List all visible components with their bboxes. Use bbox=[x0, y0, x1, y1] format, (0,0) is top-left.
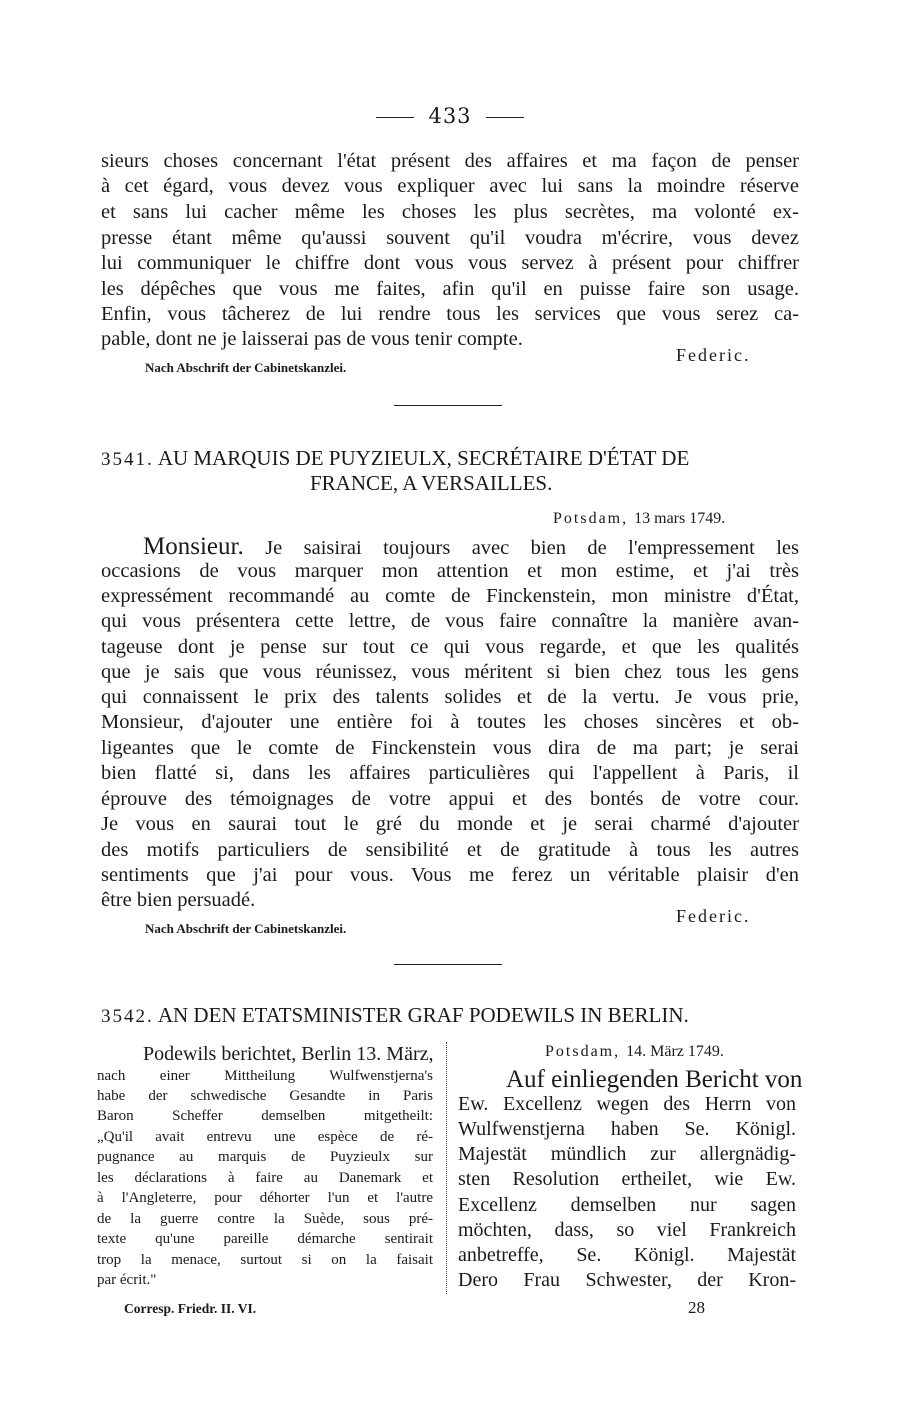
continuation-line: lui communiquer le chiffre dont vous vous servez à présent pour chiffrer bbox=[101, 252, 799, 274]
page-number-text: 433 bbox=[428, 104, 472, 128]
note-line: de la guerre contre la Suède, sous pré- bbox=[97, 1211, 433, 1227]
letter-body-line: être bien persuadé. bbox=[101, 889, 256, 911]
continuation-line: et sans lui cacher même les choses les plus secrètes, ma volonté ex- bbox=[101, 201, 799, 223]
right-body-line bbox=[458, 1066, 803, 1094]
dateline-place: Potsdam, bbox=[545, 1043, 621, 1060]
section-rule bbox=[394, 405, 502, 406]
right-body-line: Dero Frau Schwester, der Kron- bbox=[458, 1269, 796, 1291]
dateline-place: Potsdam, bbox=[553, 510, 629, 527]
first-line-text: Je saisirai toujours avec bien de l'empressement les bbox=[265, 537, 799, 559]
note-line: „Qu'il avait entrevu une espèce de ré- bbox=[97, 1129, 433, 1145]
right-first-line: Auf einliegenden Bericht von bbox=[506, 1066, 803, 1093]
letter-body-line: des motifs particuliers de sensibilité et de gratitude à tous les autres bbox=[101, 839, 799, 861]
continuation-line: les dépêches que vous me faites, afin qu'il en puisse faire son usage. bbox=[101, 278, 799, 300]
right-body-line: Majestät mündlich zur allergnädig- bbox=[458, 1143, 796, 1165]
right-body-line: Excellenz demselben nur sagen bbox=[458, 1194, 796, 1216]
source-note: Nach Abschrift der Cabinetskanzlei. bbox=[145, 921, 347, 936]
letter-body-line: bien flatté si, dans les affaires particulières qui l'appellent à Paris, il bbox=[101, 762, 799, 784]
dateline bbox=[553, 510, 725, 528]
right-body-line: Wulfwenstjerna haben Se. Königl. bbox=[458, 1118, 796, 1140]
letter-body-line: sentiments que j'ai pour vous. Vous me ferez un véritable plaisir d'en bbox=[101, 864, 799, 886]
letter-heading bbox=[101, 446, 689, 471]
note-line bbox=[97, 1043, 433, 1066]
letter-title: AU MARQUIS DE PUYZIEULX, SECRÉTAIRE D'ÉTAT DE bbox=[157, 446, 690, 470]
note-line: à l'Angleterre, pour déhorter l'un et l'autre bbox=[97, 1190, 433, 1206]
page-number bbox=[0, 104, 900, 128]
continuation-line: presse étant même qu'aussi souvent qu'il voudra m'écrire, vous devez bbox=[101, 227, 799, 249]
letter-body-line: qui connaissent le prix des talents solides et de la vertu. Je vous prie, bbox=[101, 686, 799, 708]
note-line: nach einer Mittheilung Wulfwenstjerna's bbox=[97, 1068, 433, 1084]
note-line: habe der schwedische Gesandte in Paris bbox=[97, 1088, 433, 1104]
continuation-line: sieurs choses concernant l'état présent des affaires et ma façon de penser bbox=[101, 150, 799, 172]
dateline-date: 14. März 1749. bbox=[626, 1043, 724, 1060]
footer-sheet-number: 28 bbox=[688, 1298, 705, 1317]
note-line: Baron Scheffer demselben mitgetheilt: bbox=[97, 1108, 433, 1124]
letter-body-line: expressément recommandé au comte de Finckenstein, mon ministre d'État, bbox=[101, 585, 799, 607]
letter-body-line: tageuse dont je pense sur tout ce qui vous regarde, et que les qualités bbox=[101, 636, 799, 658]
letter-number: 3541. bbox=[101, 449, 154, 470]
note-line: trop la menace, surtout si on la faisait bbox=[97, 1252, 433, 1268]
right-body-line: sten Resolution ertheilet, wie Ew. bbox=[458, 1168, 796, 1190]
letter-body-line: occasions de vous marquer mon attention et mon estime, et j'ai très bbox=[101, 560, 799, 582]
letter-body-line: Monsieur, d'ajouter une entière foi à toutes les choses sincères et ob- bbox=[101, 711, 799, 733]
footer-signature-mark: Corresp. Friedr. II. VI. bbox=[124, 1301, 257, 1316]
note-line: par écrit." bbox=[97, 1272, 157, 1288]
signature: Federic. bbox=[676, 345, 751, 365]
dateline-date: 13 mars 1749. bbox=[634, 510, 726, 527]
dateline bbox=[545, 1043, 724, 1061]
section-rule bbox=[394, 964, 502, 965]
signature: Federic. bbox=[676, 906, 751, 926]
letter-number: 3542. bbox=[101, 1006, 154, 1027]
note-line: pugnance au marquis de Puyzieulx sur bbox=[97, 1149, 433, 1165]
note-line: texte qu'une pareille démarche sentirait bbox=[97, 1231, 433, 1247]
column-divider bbox=[446, 1042, 447, 1294]
continuation-line: pable, dont ne je laisserai pas de vous tenir compte. bbox=[101, 328, 523, 350]
letter-title: AN DEN ETATSMINISTER GRAF PODEWILS IN BERLIN. bbox=[157, 1003, 689, 1027]
note-line: les déclarations à faire au Danemark et bbox=[97, 1170, 433, 1186]
dash-right bbox=[486, 117, 524, 118]
continuation-line: à cet égard, vous devez vous expliquer avec lui sans la moindre réserve bbox=[101, 175, 799, 197]
letter-body-line: éprouve des témoignages de votre appui et des bontés de votre cour. bbox=[101, 788, 799, 810]
right-body-line: möchten, dass, so viel Frankreich bbox=[458, 1219, 796, 1241]
letter-body-line: Je vous en saurai tout le gré du monde et je serai charmé d'ajouter bbox=[101, 813, 799, 835]
note-first-line: Podewils berichtet, Berlin 13. März, bbox=[143, 1043, 434, 1065]
source-note: Nach Abschrift der Cabinetskanzlei. bbox=[145, 360, 347, 375]
right-body-line: Ew. Excellenz wegen des Herrn von bbox=[458, 1093, 796, 1115]
letter-body-line bbox=[101, 533, 799, 561]
letter-body-line: ligeantes que le comte de Finckenstein vous dira de ma part; je serai bbox=[101, 737, 799, 759]
salutation: Monsieur. bbox=[143, 533, 244, 560]
letter-title-line2: FRANCE, A VERSAILLES. bbox=[310, 471, 553, 495]
right-body-line: anbetreffe, Se. Königl. Majestät bbox=[458, 1244, 796, 1266]
letter-body-line: qui vous présentera cette lettre, de vous faire connaître la manière avan- bbox=[101, 610, 799, 632]
dash-left bbox=[376, 117, 414, 118]
letter-body-line: que je sais que vous réunissez, vous méritent si bien chez tous les gens bbox=[101, 661, 799, 683]
continuation-line: Enfin, vous tâcherez de lui rendre tous les services que vous serez ca- bbox=[101, 303, 799, 325]
letter-heading bbox=[101, 1003, 689, 1028]
